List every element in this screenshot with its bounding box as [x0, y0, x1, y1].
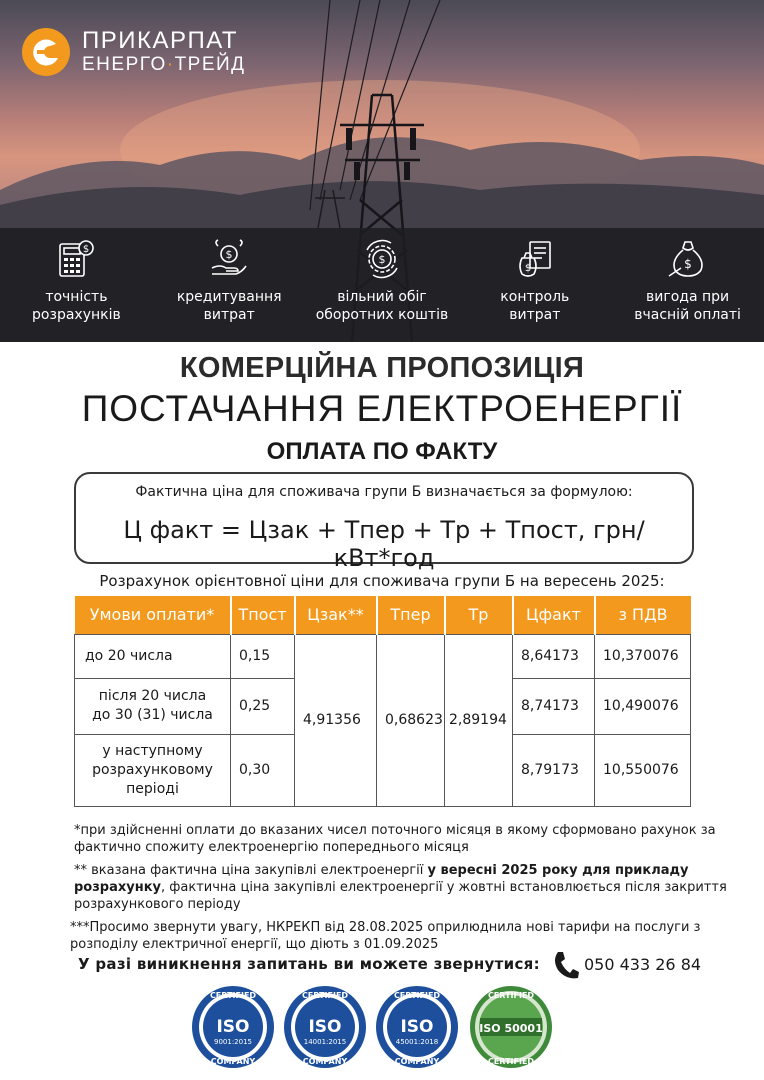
iso-14001-badge-icon: [282, 984, 368, 1070]
svg-text:$: $: [524, 263, 531, 274]
cell-tpost: 0,25: [231, 678, 295, 734]
svg-text:45001:2018: 45001:2018: [395, 1038, 439, 1046]
cell-condition: у наступному розрахунковому періоді: [75, 734, 231, 806]
svg-text:ISO: ISO: [216, 1017, 250, 1037]
benefit-label-3b: оборотних коштів: [315, 307, 449, 323]
footnote-1: *при здійсненні оплати до вказаних чисел поточного місяця в якому сформовано рахунок за фактично спожиту електроенергію попереднього місяця: [74, 823, 716, 855]
benefit-label-4b: витрат: [509, 307, 561, 323]
svg-text:COMPANY: COMPANY: [394, 1057, 440, 1066]
svg-text:14001:2015: 14001:2015: [303, 1038, 347, 1046]
benefit-crediting: [153, 228, 306, 342]
svg-text:$: $: [378, 253, 386, 266]
cell-with-vat: 10,550076: [595, 734, 691, 806]
footnotes: [70, 822, 746, 959]
benefit-label-5a: вигода при: [646, 289, 730, 305]
benefit-label-2b: витрат: [203, 307, 255, 323]
money-gear-icon: [361, 238, 403, 280]
svg-text:ISO 50001: ISO 50001: [479, 1022, 543, 1035]
svg-text:$: $: [683, 257, 692, 271]
logo-mark-icon: [20, 26, 72, 78]
svg-text:CERTIFIED: CERTIFIED: [487, 991, 535, 1000]
money-hand-icon: [208, 238, 250, 280]
cell-with-vat: 10,490076: [595, 678, 691, 734]
svg-text:CERTIFIED: CERTIFIED: [209, 991, 257, 1000]
svg-text:CERTIFIED: CERTIFIED: [487, 1057, 535, 1066]
benefit-label-5b: вчасній оплаті: [634, 307, 741, 323]
header-tper: Тпер: [377, 596, 445, 634]
svg-text:$: $: [225, 248, 233, 261]
cell-czak: 4,91356: [295, 634, 377, 806]
hero-banner: [0, 0, 764, 342]
benefit-cost-control: [458, 228, 611, 342]
benefit-label-2a: кредитування: [176, 289, 282, 305]
svg-text:ISO: ISO: [400, 1017, 434, 1037]
iso-50001-badge-icon: [468, 984, 554, 1070]
table-header-row: [75, 596, 691, 634]
certificates: [190, 984, 560, 1074]
formula-text: Ц факт = Цзак + Тпер + Тр + Тпост, грн/кВт*год: [123, 516, 645, 572]
title-commercial-offer: КОМЕРЦІЙНА ПРОПОЗИЦІЯ: [179, 352, 585, 384]
header-tpost: Тпост: [231, 596, 295, 634]
cell-tpost: 0,30: [231, 734, 295, 806]
benefit-free-circulation: [306, 228, 459, 342]
iso-9001-badge-icon: [190, 984, 276, 1070]
phone-icon: [552, 950, 580, 980]
table-row: [75, 634, 691, 678]
iso-45001-badge-icon: [374, 984, 460, 1070]
title-electricity-supply: ПОСТАЧАННЯ ЕЛЕКТРОЕНЕРГІЇ: [81, 388, 683, 429]
benefit-timely-payment: [611, 228, 764, 342]
svg-text:$: $: [83, 244, 90, 255]
svg-text:ISO: ISO: [308, 1017, 342, 1037]
benefit-accuracy: [0, 228, 153, 342]
benefit-label-1b: розрахунків: [32, 307, 121, 323]
cell-cfakt: 8,79173: [513, 734, 595, 806]
cell-tr: 2,89194: [445, 634, 513, 806]
header-with-vat: з ПДВ: [595, 596, 691, 634]
money-bag-icon: [667, 238, 709, 280]
cell-cfakt: 8,64173: [513, 634, 595, 678]
brand-name: ПРИКАРПАТ: [82, 27, 239, 54]
contact-label: У разі виникнення запитань ви можете звернутися:: [78, 955, 540, 973]
svg-text:CERTIFIED: CERTIFIED: [393, 991, 441, 1000]
cell-with-vat: 10,370076: [595, 634, 691, 678]
formula-intro: Фактична ціна для споживача групи Б визначається за формулою:: [135, 484, 633, 500]
benefit-label-1a: точність: [45, 289, 108, 305]
svg-text:CERTIFIED: CERTIFIED: [301, 991, 349, 1000]
price-table: [74, 596, 691, 807]
benefit-label-4a: контроль: [500, 289, 570, 305]
title-pay-by-fact: ОПЛАТА ПО ФАКТУ: [266, 438, 498, 465]
cell-tpost: 0,15: [231, 634, 295, 678]
svg-text:COMPANY: COMPANY: [210, 1057, 256, 1066]
benefits-strip: [0, 228, 764, 342]
svg-text:COMPANY: COMPANY: [302, 1057, 348, 1066]
footnote-3: ***Просимо звернути увагу, НКРЕКП від 28.08.2025 оприлюднила нові тарифи на послуги з розподілу електричної енергії, що діють з 01.09.2025: [70, 920, 701, 952]
header-cfakt: Цфакт: [513, 596, 595, 634]
footnote-2: ** вказана фактична ціна закупівлі електроенергії у вересні 2025 року для прикладу розрахунку, фактична ціна закупівлі електроенергії у жовтні встановлюється після закриття розрахункового періоду: [74, 863, 727, 912]
benefit-label-3a: вільний обіг: [337, 289, 427, 305]
control-costs-icon: [514, 238, 556, 280]
contact-phone[interactable]: 050 433 26 84: [584, 955, 702, 974]
company-logo: [20, 26, 246, 78]
brand-subname: ЕНЕРГО·ТРЕЙД: [82, 54, 246, 75]
cell-condition: до 20 числа: [75, 634, 231, 678]
header-payment-terms: Умови оплати*: [75, 596, 231, 634]
cell-cfakt: 8,74173: [513, 678, 595, 734]
cell-tper: 0,68623: [377, 634, 445, 806]
svg-text:9001:2015: 9001:2015: [214, 1038, 252, 1046]
formula-box: [74, 472, 694, 572]
header-czak: Цзак**: [295, 596, 377, 634]
calculation-title: Розрахунок орієнтовної ціни для споживача групи Б на вересень 2025:: [99, 572, 665, 590]
cell-condition: після 20 числа до 30 (31) числа: [75, 678, 231, 734]
calculator-icon: [55, 238, 97, 280]
header-tr: Тр: [445, 596, 513, 634]
